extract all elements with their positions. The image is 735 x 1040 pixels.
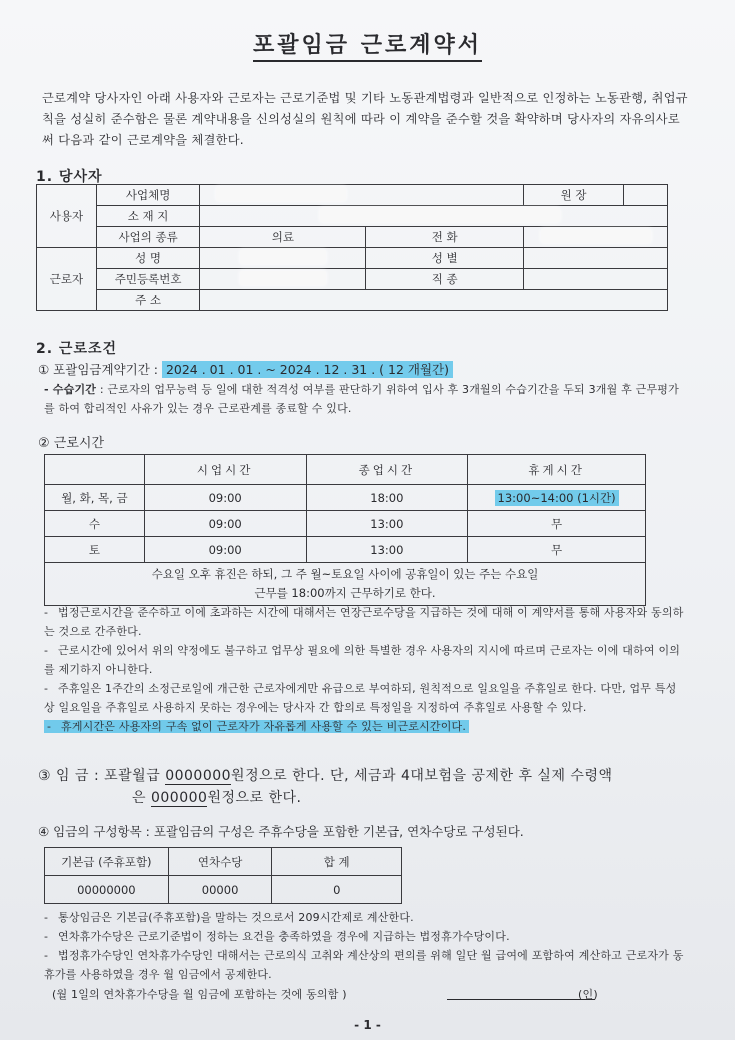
name-label: 성 명 bbox=[96, 248, 200, 269]
hours-row-end: 13:00 bbox=[306, 537, 468, 563]
director-label: 원 장 bbox=[524, 185, 624, 206]
contract-period-label: ① 포괄임금계약기간 : bbox=[38, 362, 158, 377]
conditions-heading: 2. 근로조건 bbox=[36, 341, 118, 357]
hours-row-end: 18:00 bbox=[306, 485, 468, 511]
seal-label: (인) bbox=[578, 988, 598, 1001]
job-value bbox=[524, 269, 668, 290]
wage-text: 은 bbox=[132, 790, 147, 806]
hours-row-break: 무 bbox=[468, 511, 646, 537]
hours-heading: ② 근로시간 bbox=[38, 436, 105, 451]
hour-note: - 근로시간에 있어서 위의 약정에도 불구하고 업무상 필요에 의한 특별한 경우 사용자의 지시에 따르며 근로자는 이에 대하여 이의를 제기하지 아니한다. bbox=[44, 644, 681, 676]
home-address-label: 주 소 bbox=[96, 290, 200, 311]
hours-header-start: 시업시간 bbox=[144, 455, 306, 485]
comp-header: 기본급 (주휴포함) bbox=[45, 848, 169, 876]
comp-note: - 통상임금은 기본급(주휴포함)을 말하는 것으로서 209시간제로 계산한다. bbox=[44, 911, 414, 924]
hours-row-start: 09:00 bbox=[144, 485, 306, 511]
comp-header: 연차수당 bbox=[168, 848, 272, 876]
wage-amount: 0000000 bbox=[165, 768, 232, 784]
composition-text: 포괄임금의 구성은 주휴수당을 포함한 기본급, 연차수당로 구성된다. bbox=[153, 824, 524, 839]
address-value bbox=[200, 206, 668, 227]
hours-table bbox=[44, 454, 646, 606]
hours-row-break: 무 bbox=[468, 537, 646, 563]
job-label: 직 종 bbox=[366, 269, 524, 290]
director-value bbox=[623, 185, 667, 206]
hours-header-day bbox=[45, 455, 145, 485]
comp-value: 00000 bbox=[168, 876, 272, 904]
business-type-value: 의료 bbox=[200, 227, 366, 248]
probation-text: : 근로자의 업무능력 등 일에 대한 적격성 여부를 판단하기 위하여 입사 후 3개월의 수습기간을 두되 3개월 후 근무평가를 하여 합리적인 사유가 있는 경우 근로관계를 종료할 수 있다. bbox=[44, 383, 679, 415]
gender-label: 성 별 bbox=[366, 248, 524, 269]
employer-label: 사용자 bbox=[37, 185, 97, 248]
wage-text: 원정으로 한다. bbox=[207, 790, 302, 806]
name-value bbox=[200, 248, 366, 269]
wage-composition-table bbox=[44, 847, 402, 904]
comp-value: 00000000 bbox=[45, 876, 169, 904]
composition-label: ④ 임금의 구성항목 : bbox=[38, 824, 150, 839]
comp-value: 0 bbox=[272, 876, 402, 904]
hour-note: - 주휴일은 1주간의 소정근로일에 개근한 근로자에게만 유급으로 부여하되, 원칙적으로 일요일을 주휴일로 한다. 다만, 업무 특성상 일요일을 주휴일로 사용하지 못하는 경우에는 당사자 간 합의로 특정일을 지정하여 주휴일로 사용할 수 있다. bbox=[44, 682, 677, 714]
hours-row-day: 월, 화, 목, 금 bbox=[45, 485, 145, 511]
hours-row-start: 09:00 bbox=[144, 537, 306, 563]
comp-note: - 연차휴가수당은 근로기준법이 정하는 요건을 충족하였을 경우에 지급하는 법정휴가수당이다. bbox=[44, 930, 510, 943]
phone-value bbox=[524, 227, 668, 248]
document-title: 포괄임금 근로계약서 bbox=[0, 28, 735, 59]
hours-header-break: 휴게시간 bbox=[468, 455, 646, 485]
probation-note bbox=[44, 380, 680, 418]
hours-row-break: 13:00~14:00 (1시간) bbox=[468, 485, 646, 511]
phone-label: 전 화 bbox=[366, 227, 524, 248]
gender-value bbox=[524, 248, 668, 269]
composition-notes bbox=[44, 908, 684, 984]
comp-note: - 법정휴가수당인 연차휴가수당인 대해서는 근로의식 고취와 계산상의 편의를 위해 일단 월 급여에 포함하여 계산하고 근로자가 동 휴가를 사용하였을 경우 월 임금에서 공제한다. bbox=[44, 949, 684, 981]
parties-heading: 1. 당사자 bbox=[36, 169, 103, 185]
signature-line bbox=[447, 999, 595, 1000]
wage-text: 원정으로 한다. 단, 세금과 4대보험을 공제한 후 실제 수령액 bbox=[231, 768, 613, 784]
rrn-value bbox=[200, 269, 366, 290]
home-address-value bbox=[200, 290, 668, 311]
hours-row-day: 수 bbox=[45, 511, 145, 537]
net-amount: 000000 bbox=[150, 790, 208, 806]
hour-note: - 법정근로시간을 준수하고 이에 초과하는 시간에 대해서는 연장근로수당을 지급하는 것에 대해 이 계약서를 통해 사용자와 동의하는 것으로 간주한다. bbox=[44, 606, 684, 638]
rrn-label: 주민등록번호 bbox=[96, 269, 200, 290]
wage-label: ③ 임 금 : bbox=[38, 768, 100, 784]
hours-row-start: 09:00 bbox=[144, 511, 306, 537]
wage-line bbox=[38, 765, 698, 785]
probation-label: - 수습기간 bbox=[44, 383, 97, 396]
contract-period-value: 2024 . 01 . 01 . ~ 2024 . 12 . 31 . ( 12 개월간) bbox=[162, 361, 453, 378]
comp-header: 합 계 bbox=[272, 848, 402, 876]
address-label: 소 재 지 bbox=[96, 206, 200, 227]
hours-row-day: 토 bbox=[45, 537, 145, 563]
business-type-label: 사업의 종류 bbox=[96, 227, 200, 248]
composition-line bbox=[38, 822, 524, 840]
hours-row-end: 13:00 bbox=[306, 511, 468, 537]
hour-notes bbox=[44, 603, 684, 736]
employee-label: 근로자 bbox=[37, 248, 97, 311]
hour-note: - 휴게시간은 사용자의 구속 없이 근로자가 자유롭게 사용할 수 있는 비근로시간이다. bbox=[44, 717, 684, 736]
contract-period-row bbox=[38, 360, 453, 378]
intro-paragraph: 근로계약 당사자인 아래 사용자와 근로자는 근로기준법 및 기타 노동관계법령과 일반적으로 인정하는 노동관행, 취업규칙을 성실히 준수함은 물론 계약내용을 신의성실의 원칙에 따라 이 계약을 준수할 것을 확약하며 당사자의 자유의사로써 다음과 같이 근로계약을 체결한다. bbox=[42, 91, 688, 147]
hours-header-end: 종업시간 bbox=[306, 455, 468, 485]
net-wage-line bbox=[132, 787, 301, 807]
wage-text: 포괄월급 bbox=[104, 768, 161, 784]
parties-table bbox=[36, 184, 668, 311]
hours-footnote: 수요일 오후 휴진은 하되, 그 주 월~토요일 사이에 공휴일이 있는 주는 수요일 근무를 18:00까지 근무하기로 한다. bbox=[45, 563, 646, 606]
business-name-label: 사업체명 bbox=[96, 185, 200, 206]
page-number: - 1 - bbox=[354, 1018, 381, 1032]
business-name-value bbox=[200, 185, 524, 206]
consent-text: (월 1일의 연차휴가수당을 월 임금에 포함하는 것에 동의함 ) bbox=[52, 988, 347, 1001]
